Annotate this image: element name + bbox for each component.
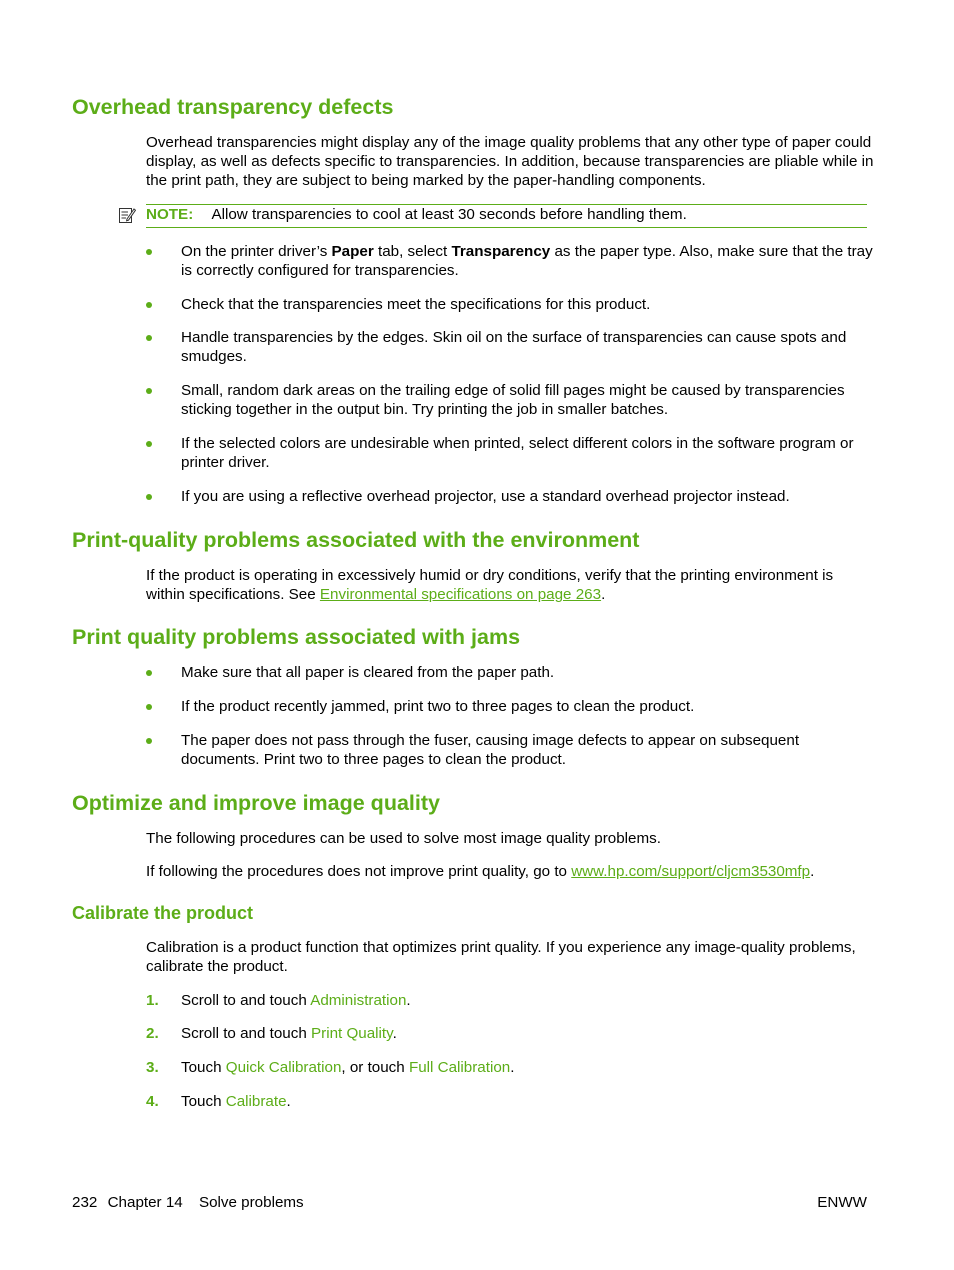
bullet-icon [146, 302, 152, 308]
chapter-title: Solve problems [198, 1194, 304, 1211]
ui-option-print-quality: Print Quality [311, 1025, 393, 1042]
text-run-bold: Paper [331, 243, 374, 260]
list-item-text: If you are using a reflective overhead projector, use a standard overhead projector instead. [181, 488, 790, 505]
step-number: 2. [146, 1025, 159, 1042]
calibrate-intro-paragraph: Calibration is a product function that optimizes print quality. If you experience any image-quality problems, calibrate the product. [146, 939, 856, 975]
text-run: Scroll to and touch [181, 1025, 312, 1042]
ui-option-calibrate: Calibrate [225, 1093, 287, 1110]
step-text [181, 1058, 874, 1077]
step-text [181, 991, 874, 1010]
note-pencil-icon [118, 206, 136, 224]
note-text: Allow transparencies to cool at least 30 seconds before handling them. [211, 206, 687, 223]
text-run: Touch [181, 1093, 226, 1110]
text-run: Touch [181, 1059, 226, 1076]
text-run: as the paper type. Also, make sure that the tray is correctly configured for transparencies. [181, 243, 873, 279]
list-item-text [181, 242, 874, 280]
text-run: . [286, 1093, 291, 1110]
step-number: 3. [146, 1059, 159, 1076]
bullet-icon [146, 494, 152, 500]
page-number: 232 [72, 1194, 98, 1211]
heading-calibrate-product: Calibrate the product [72, 903, 254, 923]
bullet-icon [146, 249, 152, 255]
text-run: tab, select [373, 243, 452, 260]
bullet-icon [146, 335, 152, 341]
text-run: If following the procedures does not improve print quality, go to [146, 863, 572, 880]
environmental-specifications-link[interactable]: Environmental specifications on page 263 [319, 586, 602, 603]
bullet-icon [146, 738, 152, 744]
optimize-paragraph-1: The following procedures can be used to solve most image quality problems. [146, 830, 661, 847]
step-number: 1. [146, 992, 159, 1009]
heading-overhead-transparency-defects: Overhead transparency defects [72, 95, 394, 119]
text-run: . [392, 1025, 397, 1042]
step-text [181, 1024, 874, 1043]
footer-right: ENWW [817, 1194, 867, 1211]
text-run: On the printer driver’s [181, 243, 332, 260]
text-run: . [510, 1059, 515, 1076]
list-item-text: Handle transparencies by the edges. Skin oil on the surface of transparencies can cause spots and smudges. [181, 329, 847, 365]
environment-paragraph [146, 566, 874, 604]
text-run: , or touch [341, 1059, 409, 1076]
heading-environment-problems: Print-quality problems associated with the environment [72, 528, 640, 552]
text-run: . [406, 992, 411, 1009]
bullet-icon [146, 704, 152, 710]
bullet-icon [146, 388, 152, 394]
list-item-text: The paper does not pass through the fuser, causing image defects to appear on subsequent documents. Print two to three pages to clean the product. [181, 732, 800, 768]
note-box [146, 204, 867, 228]
bullet-icon [146, 441, 152, 447]
overhead-intro-paragraph: Overhead transparencies might display any of the image quality problems that any other type of paper could display, as well as defects specific to transparencies. In addition, because transparencies are pliable while in the print path, they are subject to being marked by the paper-handling components. [146, 134, 874, 189]
text-run: Scroll to and touch [181, 992, 311, 1009]
bullet-icon [146, 670, 152, 676]
list-item-text: Small, random dark areas on the trailing edge of solid fill pages might be caused by transparencies sticking together in the output bin. Try printing the job in smaller batches. [181, 382, 845, 418]
heading-optimize-image-quality: Optimize and improve image quality [72, 791, 440, 815]
ui-option-administration: Administration [310, 992, 407, 1009]
chapter-label: Chapter 14 [107, 1194, 183, 1211]
step-text [181, 1092, 874, 1111]
heading-jam-problems: Print quality problems associated with jams [72, 625, 521, 649]
ui-option-full-calibration: Full Calibration [408, 1059, 511, 1076]
list-item-text: Check that the transparencies meet the specifications for this product. [181, 296, 651, 313]
optimize-paragraph-2 [146, 862, 874, 881]
list-item-text: If the selected colors are undesirable when printed, select different colors in the software program or printer driver. [181, 435, 854, 471]
note-label: NOTE: [146, 206, 194, 223]
text-run: . [810, 863, 815, 880]
list-item-text: If the product recently jammed, print two to three pages to clean the product. [181, 698, 695, 715]
hp-support-link[interactable]: www.hp.com/support/cljcm3530mfp [571, 863, 811, 880]
text-run: If the product is operating in excessively humid or dry conditions, verify that the printing environment is within specifications. See [146, 567, 834, 603]
footer-left [72, 1193, 304, 1212]
text-run: . [601, 586, 606, 603]
ui-option-quick-calibration: Quick Calibration [225, 1059, 342, 1076]
text-run-bold: Transparency [451, 243, 551, 260]
list-item-text: Make sure that all paper is cleared from the paper path. [181, 664, 555, 681]
step-number: 4. [146, 1093, 159, 1110]
